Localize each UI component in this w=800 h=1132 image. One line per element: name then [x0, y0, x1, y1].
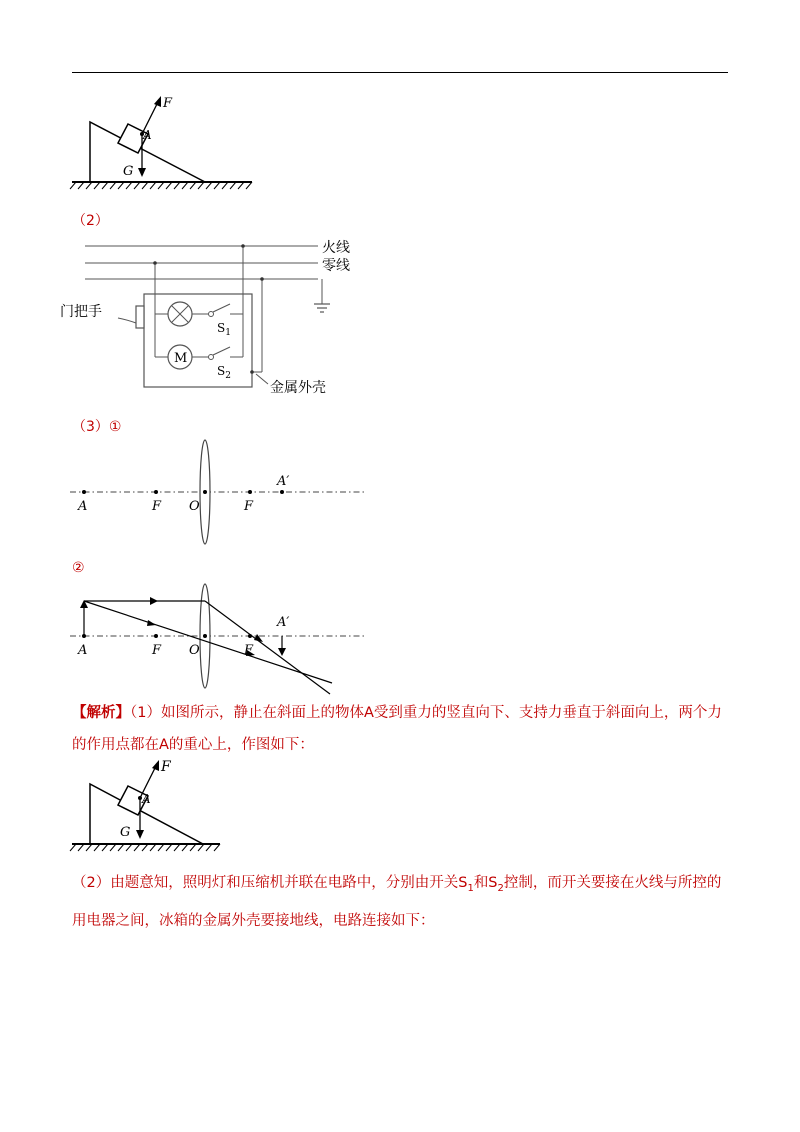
switch-s2-label: $S_2$	[217, 364, 231, 381]
lens2-point-A-prime: A′	[277, 615, 290, 630]
lens2-point-A: A	[78, 643, 88, 658]
analysis-paragraph-1	[72, 697, 728, 761]
part3-label-2: ②	[72, 560, 85, 576]
door-handle-label: 门把手	[60, 304, 102, 320]
gravity-label-G: G	[123, 164, 134, 179]
lens1-point-O: O	[189, 499, 200, 514]
motor-label: M	[174, 351, 188, 366]
lens1-point-A-prime: A′	[277, 474, 290, 489]
lens-diagram-2	[70, 584, 370, 694]
analysis-bracket: 【解析】	[72, 705, 130, 721]
lens2-point-F-right: F	[244, 643, 254, 658]
analysis-gravity-label-G: G	[120, 825, 131, 840]
analysis-force-label-F: F	[161, 759, 171, 775]
circuit-diagram-top	[60, 232, 380, 402]
incline-force-diagram-analysis	[70, 756, 270, 856]
lens1-point-F-left: F	[152, 499, 162, 514]
live-wire-label: 火线	[322, 240, 350, 256]
lens2-point-F-left: F	[152, 643, 162, 658]
analysis-object-label-A: A	[142, 792, 151, 806]
part2-label: （2）	[72, 213, 109, 229]
force-label-F: F	[163, 96, 173, 111]
object-label-A: A	[143, 128, 152, 142]
part3-label-1: （3）①	[72, 419, 122, 435]
lens2-point-O: O	[189, 643, 200, 658]
lens1-point-A: A	[78, 499, 88, 514]
switch-s1-label: $S_1$	[217, 321, 231, 338]
metal-shell-label: 金属外壳	[270, 380, 326, 396]
neutral-wire-label: 零线	[322, 258, 350, 274]
analysis-text-1: （1）如图所示，静止在斜面上的物体A受到重力的竖直向下、支持力垂直于斜面向上，两个力的作用点都在A的重心上，作图如下：	[72, 705, 722, 753]
analysis-paragraph-2: （2）由题意知，照明灯和压缩机并联在电路中，分别由开关$S_1$和$S_2$控制，而开关要接在火线与所控的用电器之间，冰箱的金属外壳要接地线，电路连接如下：	[72, 875, 722, 929]
header-rule	[72, 72, 728, 73]
lens1-point-F-right: F	[244, 499, 254, 514]
lens-diagram-1	[70, 440, 370, 550]
incline-force-diagram-top	[70, 92, 270, 192]
